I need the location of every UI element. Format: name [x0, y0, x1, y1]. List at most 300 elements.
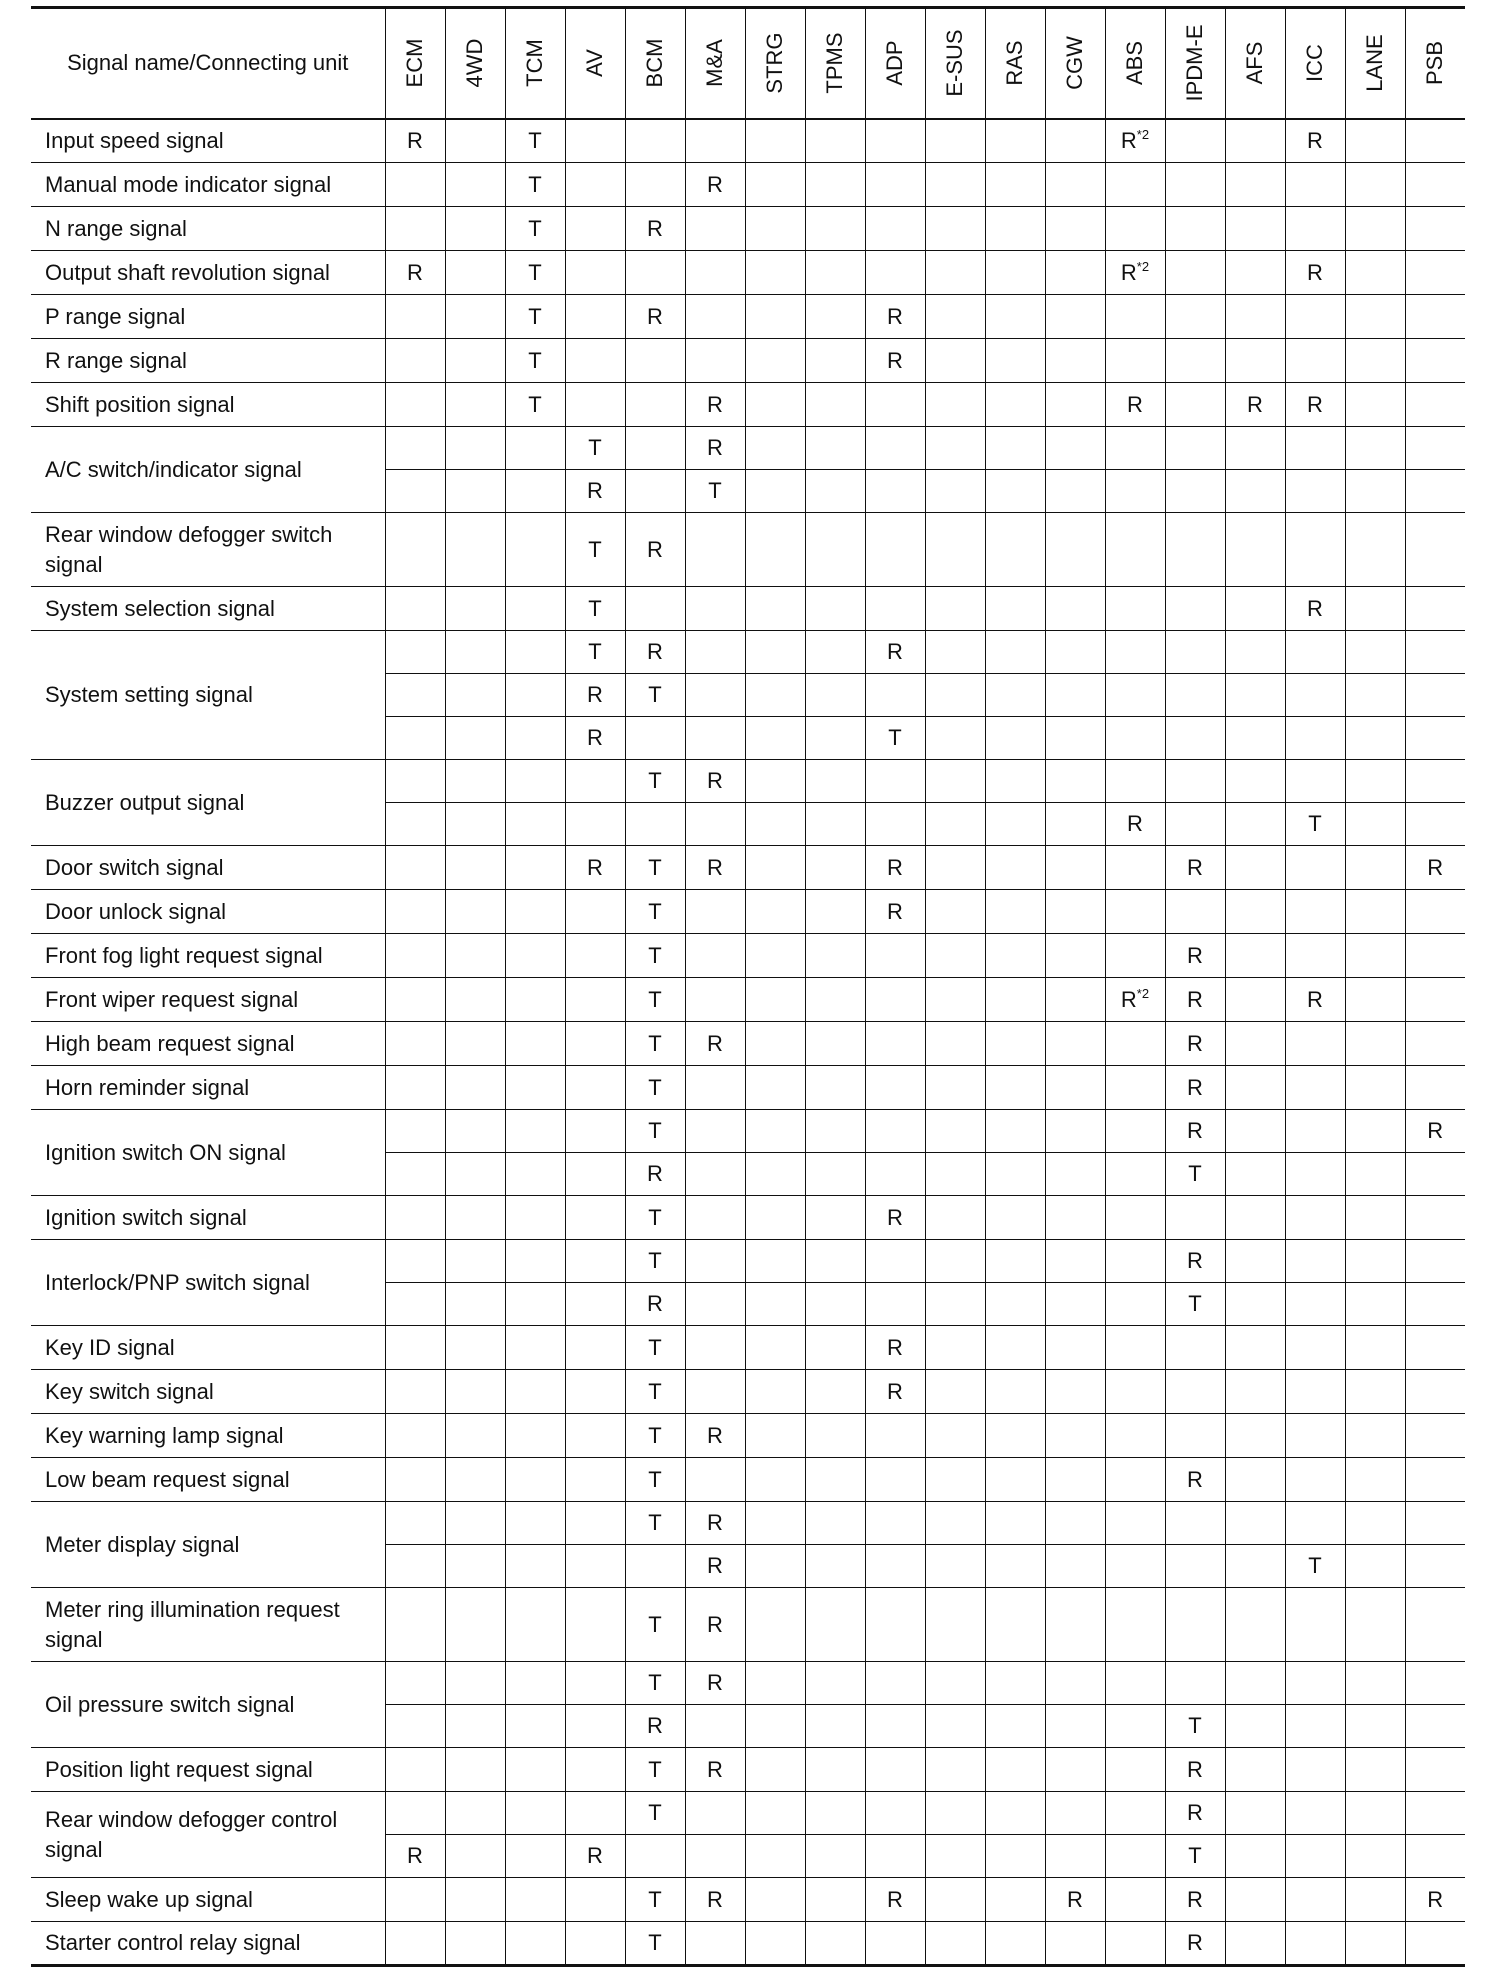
- signal-name: Horn reminder signal: [31, 1066, 385, 1110]
- mark-cell: [445, 470, 505, 513]
- mark-cell: [1105, 674, 1165, 717]
- mark-cell: [1345, 1153, 1405, 1196]
- mark-cell: [565, 251, 625, 295]
- mark-cell: [445, 1792, 505, 1835]
- mark-cell: [985, 427, 1045, 470]
- signal-name: Door switch signal: [31, 846, 385, 890]
- mark-cell: [445, 119, 505, 163]
- mark-cell: [925, 1545, 985, 1588]
- mark-cell: [685, 1705, 745, 1748]
- mark-cell: R: [865, 1326, 925, 1370]
- mark-cell: [385, 1066, 445, 1110]
- mark-cell: [1285, 674, 1345, 717]
- mark-cell: [1165, 1370, 1225, 1414]
- mark-cell: [1285, 470, 1345, 513]
- mark-cell: [505, 1110, 565, 1153]
- table-row: [31, 339, 1465, 383]
- mark-cell: [505, 587, 565, 631]
- mark-cell: [1345, 1110, 1405, 1153]
- mark-cell: [745, 427, 805, 470]
- signal-name: System selection signal: [31, 587, 385, 631]
- mark-cell: [745, 631, 805, 674]
- mark-cell: [925, 934, 985, 978]
- mark-cell: T: [625, 934, 685, 978]
- mark-cell: [565, 1326, 625, 1370]
- mark-cell: [505, 470, 565, 513]
- mark-cell: [985, 1370, 1045, 1414]
- mark-cell: [1285, 717, 1345, 760]
- mark-cell: [805, 383, 865, 427]
- mark-cell: [1225, 760, 1285, 803]
- mark-cell: [1285, 1326, 1345, 1370]
- mark-cell: [805, 1153, 865, 1196]
- mark-cell: [1345, 207, 1405, 251]
- mark-cell: [745, 934, 805, 978]
- mark-cell: [1345, 978, 1405, 1022]
- table-row: [31, 1662, 1465, 1705]
- mark-cell: [445, 1022, 505, 1066]
- mark-cell: [1045, 513, 1105, 587]
- mark-cell: [1285, 631, 1345, 674]
- mark-cell: [445, 295, 505, 339]
- mark-cell: [805, 1835, 865, 1878]
- mark-cell: [1105, 1153, 1165, 1196]
- mark-cell: [385, 1414, 445, 1458]
- mark-cell: [505, 846, 565, 890]
- mark-cell: [565, 1022, 625, 1066]
- mark-cell: [985, 383, 1045, 427]
- mark-cell: T: [1285, 1545, 1345, 1588]
- mark-cell: [865, 1705, 925, 1748]
- mark-cell: [625, 1835, 685, 1878]
- mark-cell: R: [1285, 383, 1345, 427]
- mark-cell: [685, 1792, 745, 1835]
- mark-cell: [685, 934, 745, 978]
- mark-cell: [1165, 251, 1225, 295]
- unit-label: PSB: [1422, 41, 1448, 86]
- mark-cell: [985, 1748, 1045, 1792]
- signal-name: Shift position signal: [31, 383, 385, 427]
- mark-cell: [925, 978, 985, 1022]
- mark-cell: [565, 1662, 625, 1705]
- mark-cell: [925, 1240, 985, 1283]
- mark-cell: T: [865, 717, 925, 760]
- mark-cell: [925, 295, 985, 339]
- mark-cell: [1405, 1370, 1465, 1414]
- mark-cell: [1285, 339, 1345, 383]
- mark-cell: T: [1165, 1153, 1225, 1196]
- mark-cell: [985, 251, 1045, 295]
- mark-cell: [1285, 1022, 1345, 1066]
- table-row: [31, 1326, 1465, 1370]
- mark-cell: [385, 890, 445, 934]
- unit-header: [1225, 8, 1285, 119]
- mark-cell: T: [625, 1502, 685, 1545]
- mark-cell: [1345, 803, 1405, 846]
- mark-cell: [1225, 1370, 1285, 1414]
- table-row: [31, 587, 1465, 631]
- mark-cell: [505, 890, 565, 934]
- mark-cell: [505, 1922, 565, 1966]
- mark-cell: [505, 803, 565, 846]
- mark-cell: [985, 1705, 1045, 1748]
- mark-cell: [385, 1502, 445, 1545]
- table-row: [31, 207, 1465, 251]
- mark-cell: T: [625, 1922, 685, 1966]
- mark-cell: R: [685, 1414, 745, 1458]
- mark-cell: [1345, 760, 1405, 803]
- mark-letter: R: [1120, 259, 1137, 285]
- mark-cell: [1405, 1326, 1465, 1370]
- mark-cell: [385, 1326, 445, 1370]
- mark-cell: [1225, 1414, 1285, 1458]
- mark-cell: [625, 470, 685, 513]
- mark-cell: [1165, 587, 1225, 631]
- mark-cell: T: [625, 1066, 685, 1110]
- mark-cell: [865, 1283, 925, 1326]
- mark-cell: [565, 1066, 625, 1110]
- mark-cell: R: [685, 1022, 745, 1066]
- mark-cell: [685, 890, 745, 934]
- mark-cell: [1045, 890, 1105, 934]
- mark-cell: [1405, 1835, 1465, 1878]
- mark-cell: [925, 513, 985, 587]
- mark-cell: [985, 295, 1045, 339]
- mark-cell: [565, 803, 625, 846]
- signal-name: Oil pressure switch signal: [31, 1662, 385, 1748]
- mark-cell: [1405, 587, 1465, 631]
- mark-cell: [685, 803, 745, 846]
- mark-cell: [1225, 513, 1285, 587]
- mark-cell: [865, 1153, 925, 1196]
- mark-cell: [625, 119, 685, 163]
- mark-cell: [865, 1414, 925, 1458]
- mark-cell: [565, 383, 625, 427]
- mark-cell: R: [1285, 119, 1345, 163]
- table-row: [31, 846, 1465, 890]
- mark-cell: [565, 1458, 625, 1502]
- mark-cell: [1405, 1748, 1465, 1792]
- mark-cell: [1225, 1662, 1285, 1705]
- table-row: [31, 1922, 1465, 1966]
- mark-cell: [745, 513, 805, 587]
- mark-cell: [745, 1326, 805, 1370]
- mark-cell: [925, 1110, 985, 1153]
- mark-cell: R: [685, 427, 745, 470]
- signal-name: Rear window defogger switch signal: [31, 513, 385, 587]
- mark-cell: [925, 1588, 985, 1662]
- mark-cell: [1225, 163, 1285, 207]
- mark-cell: [1045, 1458, 1105, 1502]
- mark-cell: [685, 1196, 745, 1240]
- mark-cell: [985, 1066, 1045, 1110]
- mark-cell: [1345, 339, 1405, 383]
- mark-cell: [1225, 1502, 1285, 1545]
- mark-cell: [625, 383, 685, 427]
- signal-name: High beam request signal: [31, 1022, 385, 1066]
- mark-cell: [805, 1370, 865, 1414]
- mark-cell: [1105, 513, 1165, 587]
- mark-cell: [1105, 1196, 1165, 1240]
- mark-cell: [805, 674, 865, 717]
- mark-cell: [1105, 1066, 1165, 1110]
- mark-cell: [985, 1326, 1045, 1370]
- mark-cell: R: [685, 383, 745, 427]
- mark-cell: R: [1165, 1110, 1225, 1153]
- mark-cell: [925, 890, 985, 934]
- signal-name: Ignition switch ON signal: [31, 1110, 385, 1196]
- mark-cell: [445, 1588, 505, 1662]
- mark-cell: [445, 1878, 505, 1922]
- mark-cell: [805, 163, 865, 207]
- mark-cell: [445, 587, 505, 631]
- mark-cell: [985, 1545, 1045, 1588]
- mark-cell: [1405, 1792, 1465, 1835]
- mark-cell: [1165, 1326, 1225, 1370]
- mark-cell: R: [685, 163, 745, 207]
- signal-name: Input speed signal: [31, 119, 385, 163]
- mark-cell: [805, 1588, 865, 1662]
- mark-cell: [1285, 1458, 1345, 1502]
- mark-cell: [385, 1662, 445, 1705]
- mark-cell: [1105, 207, 1165, 251]
- mark-cell: [385, 339, 445, 383]
- mark-cell: [985, 674, 1045, 717]
- table-row: [31, 1066, 1465, 1110]
- mark-cell: [865, 803, 925, 846]
- table-row: [31, 513, 1465, 587]
- mark-cell: [1225, 1458, 1285, 1502]
- mark-cell: [865, 674, 925, 717]
- signal-name: Rear window defogger control signal: [31, 1792, 385, 1878]
- mark-cell: [445, 890, 505, 934]
- unit-header: [1105, 8, 1165, 119]
- mark-cell: [1045, 427, 1105, 470]
- signal-name: Interlock/PNP switch signal: [31, 1240, 385, 1326]
- mark-cell: [1105, 934, 1165, 978]
- mark-cell: R: [685, 1502, 745, 1545]
- unit-label: ECM: [402, 38, 427, 88]
- mark-cell: [685, 1283, 745, 1326]
- mark-cell: T: [625, 1792, 685, 1835]
- mark-cell: [1105, 1022, 1165, 1066]
- signal-name: Output shaft revolution signal: [31, 251, 385, 295]
- mark-cell: [685, 1835, 745, 1878]
- mark-cell: [505, 1545, 565, 1588]
- mark-cell: [1345, 717, 1405, 760]
- unit-label: LANE: [1362, 34, 1387, 92]
- mark-cell: [745, 1748, 805, 1792]
- mark-cell: [925, 251, 985, 295]
- mark-cell: [865, 251, 925, 295]
- mark-cell: [1285, 1878, 1345, 1922]
- signal-name: Key warning lamp signal: [31, 1414, 385, 1458]
- mark-cell: [1345, 1458, 1405, 1502]
- mark-cell: [445, 1748, 505, 1792]
- mark-cell: [1285, 1110, 1345, 1153]
- mark-cell: [1165, 119, 1225, 163]
- table-body: [31, 119, 1465, 1966]
- mark-cell: R: [865, 890, 925, 934]
- unit-label: STRG: [762, 32, 787, 94]
- mark-cell: R: [1165, 934, 1225, 978]
- mark-cell: [1405, 760, 1465, 803]
- mark-cell: [1285, 1588, 1345, 1662]
- mark-cell: [925, 1326, 985, 1370]
- mark-cell: T: [625, 1326, 685, 1370]
- mark-cell: [1345, 1835, 1405, 1878]
- mark-cell: [745, 295, 805, 339]
- mark-cell: [385, 803, 445, 846]
- mark-cell: [1345, 251, 1405, 295]
- signal-name: Buzzer output signal: [31, 760, 385, 846]
- mark-cell: R: [625, 513, 685, 587]
- mark-cell: [385, 1110, 445, 1153]
- mark-cell: [745, 717, 805, 760]
- mark-cell: [985, 1110, 1045, 1153]
- mark-cell: [445, 427, 505, 470]
- mark-cell: [565, 1748, 625, 1792]
- signal-name: P range signal: [31, 295, 385, 339]
- mark-cell: [1225, 587, 1285, 631]
- mark-cell: R: [685, 760, 745, 803]
- mark-cell: [745, 1835, 805, 1878]
- signal-name: Door unlock signal: [31, 890, 385, 934]
- mark-cell: [745, 339, 805, 383]
- mark-cell: T: [505, 383, 565, 427]
- mark-cell: [1225, 251, 1285, 295]
- mark-cell: [925, 1022, 985, 1066]
- mark-cell: [385, 760, 445, 803]
- table-row: [31, 251, 1465, 295]
- unit-header: [985, 8, 1045, 119]
- mark-cell: [1045, 1153, 1105, 1196]
- mark-cell: [685, 339, 745, 383]
- mark-cell: [1105, 717, 1165, 760]
- mark-cell: [685, 119, 745, 163]
- mark-cell: [1225, 803, 1285, 846]
- mark-cell: [925, 1066, 985, 1110]
- mark-cell: [505, 1196, 565, 1240]
- mark-cell: R: [865, 1878, 925, 1922]
- mark-cell: [1405, 339, 1465, 383]
- mark-cell: R: [1285, 978, 1345, 1022]
- mark-cell: [565, 760, 625, 803]
- mark-cell: [385, 1153, 445, 1196]
- mark-cell: [805, 251, 865, 295]
- mark-cell: [985, 470, 1045, 513]
- mark-cell: [865, 1748, 925, 1792]
- mark-cell: [1285, 1922, 1345, 1966]
- table-row: [31, 1502, 1465, 1545]
- mark-cell: [565, 1196, 625, 1240]
- mark-cell: T: [565, 631, 625, 674]
- mark-cell: [1225, 1878, 1285, 1922]
- mark-cell: [1345, 890, 1405, 934]
- mark-cell: [1285, 1835, 1345, 1878]
- mark-cell: [565, 1153, 625, 1196]
- mark-cell: [505, 1748, 565, 1792]
- mark-cell: [985, 890, 1045, 934]
- mark-cell: [685, 978, 745, 1022]
- mark-cell: [1165, 513, 1225, 587]
- mark-cell: [685, 1458, 745, 1502]
- mark-cell: T: [505, 295, 565, 339]
- signal-name: Meter ring illumination request signal: [31, 1588, 385, 1662]
- mark-cell: [865, 1022, 925, 1066]
- mark-cell: [1045, 1370, 1105, 1414]
- mark-cell: [1225, 339, 1285, 383]
- mark-cell: [1285, 760, 1345, 803]
- mark-cell: [1405, 1502, 1465, 1545]
- mark-cell: [1165, 631, 1225, 674]
- mark-cell: [1045, 1588, 1105, 1662]
- mark-cell: [985, 1022, 1045, 1066]
- table-row: [31, 760, 1465, 803]
- mark-cell: [1225, 1588, 1285, 1662]
- mark-cell: R: [1165, 1748, 1225, 1792]
- mark-cell: [1165, 1414, 1225, 1458]
- mark-cell: [1285, 1414, 1345, 1458]
- mark-cell: [1405, 1922, 1465, 1966]
- unit-label: IPDM-E: [1182, 24, 1207, 102]
- mark-cell: [1225, 1066, 1285, 1110]
- mark-cell: [565, 339, 625, 383]
- mark-cell: [445, 1196, 505, 1240]
- mark-cell: [1105, 1370, 1165, 1414]
- mark-cell: [1165, 1545, 1225, 1588]
- mark-cell: [985, 119, 1045, 163]
- mark-cell: [445, 383, 505, 427]
- mark-cell: [1405, 803, 1465, 846]
- table-row: [31, 119, 1465, 163]
- mark-cell: [925, 383, 985, 427]
- mark-cell: [1345, 1748, 1405, 1792]
- mark-cell: [445, 513, 505, 587]
- mark-cell: [1225, 1326, 1285, 1370]
- table-row: [31, 890, 1465, 934]
- mark-cell: [1045, 934, 1105, 978]
- table-row: [31, 1022, 1465, 1066]
- mark-cell: [625, 803, 685, 846]
- mark-cell: [745, 383, 805, 427]
- mark-cell: [385, 427, 445, 470]
- mark-cell: [925, 207, 985, 251]
- mark-cell: [865, 978, 925, 1022]
- mark-cell: [1405, 1458, 1465, 1502]
- mark-cell: [1105, 1878, 1165, 1922]
- mark-cell: [865, 1240, 925, 1283]
- mark-cell: [1105, 427, 1165, 470]
- mark-cell: R: [565, 470, 625, 513]
- mark-cell: [1045, 1240, 1105, 1283]
- mark-cell: [385, 163, 445, 207]
- mark-cell: [1405, 717, 1465, 760]
- mark-cell: [1105, 1545, 1165, 1588]
- mark-cell: [1045, 470, 1105, 513]
- mark-cell: [505, 1662, 565, 1705]
- mark-cell: [445, 1414, 505, 1458]
- mark-cell: [1045, 163, 1105, 207]
- table-row: [31, 1240, 1465, 1283]
- mark-cell: T: [565, 587, 625, 631]
- mark-cell: [1165, 717, 1225, 760]
- mark-cell: [985, 1835, 1045, 1878]
- mark-cell: [1165, 1662, 1225, 1705]
- mark-cell: [925, 1196, 985, 1240]
- mark-cell: [925, 1922, 985, 1966]
- mark-cell: [805, 295, 865, 339]
